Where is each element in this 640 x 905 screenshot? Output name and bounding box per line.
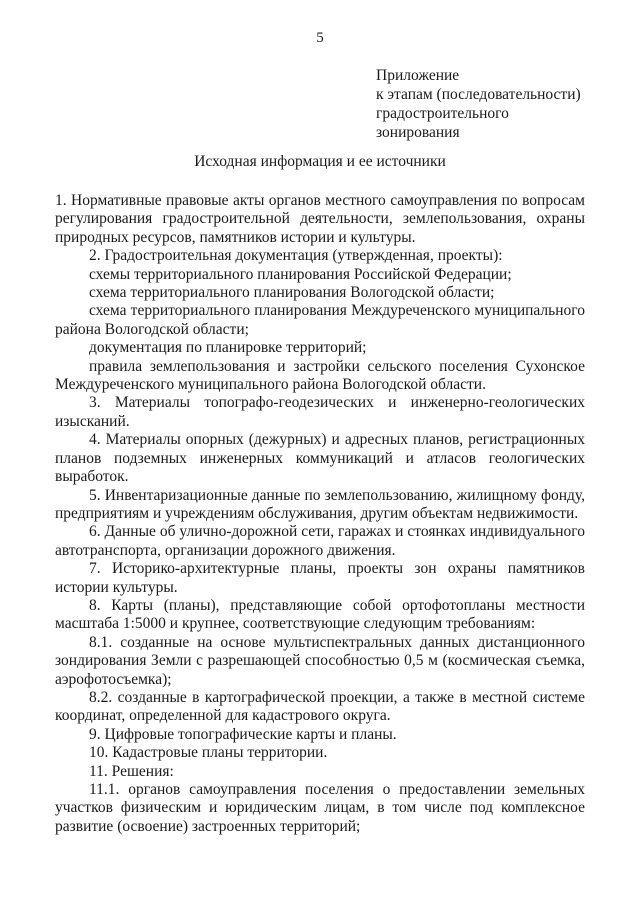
paragraph-3: 3. Материалы топографо-геодезических и инженерно-геологических изысканий. [55, 394, 585, 430]
paragraph-10: 10. Кадастровые планы территории. [89, 744, 328, 762]
paragraph-8: 8. Карты (планы), представляющие собой ортофотопланы местности масштаба 1:5000 и крупнее, соответствующие следующим требованиям: [55, 596, 585, 633]
paragraph-2-item: схема территориального планирования Междуреченского муниципального района Вологодской области; [55, 302, 585, 338]
paragraph-8-2: 8.2. созданные в картографической проекции, а также в местной системе координат, определенной для кадастрового округа. [55, 688, 585, 725]
paragraph-2-item: схемы территориального планирования Российской Федерации; [89, 265, 512, 283]
appendix-line: к этапам (последовательности) [376, 86, 581, 103]
appendix-line: градостроительного [376, 105, 509, 122]
paragraph-8-1: 8.1. созданные на основе мультиспектральных данных дистанционного зондирования Земли с разрешающей способностью 0,5 м (космическая съемка, аэрофотосъемка); [55, 633, 585, 688]
paragraph-1: 1. Нормативные правовые акты органов местного самоуправления по вопросам регулирования градостроительной деятельности, землепользования, охраны природных ресурсов, памятников истории и культуры. [55, 192, 585, 246]
paragraph-2-item: правила землепользования и застройки сельского поселения Сухонское Междуреченского муниципального района Вологодской области. [55, 357, 585, 394]
paragraph-4: 4. Материалы опорных (дежурных) и адресных планов, регистрационных планов подземных инженерных коммуникаций и атласов геологических выработок. [55, 431, 585, 486]
paragraph-9: 9. Цифровые топографические карты и планы. [89, 725, 397, 743]
page-number: 5 [316, 30, 324, 46]
paragraph-11-1: 11.1. органов самоуправления поселения о предоставлении земельных участков физическим и юридическим лицам, в том числе под комплексное развитие (освоение) застроенных территорий; [55, 781, 585, 835]
paragraph-2-item: документация по планировке территорий; [89, 339, 367, 357]
document-body [55, 192, 585, 836]
appendix-line: Приложение [376, 67, 460, 84]
appendix-block [376, 66, 626, 142]
paragraph-5: 5. Инвентаризационные данные по землепользованию, жилищному фонду, предприятиям и учреждениям обслуживания, другим объектам недвижимости. [55, 486, 585, 522]
paragraph-11: 11. Решения: [89, 762, 174, 780]
paragraph-2-item: схема территориального планирования Вологодской области; [89, 284, 495, 302]
document-title: Исходная информация и ее источники [194, 153, 446, 170]
paragraph-7: 7. Историко-архитектурные планы, проекты зон охраны памятников истории культуры. [55, 560, 585, 596]
appendix-line: зонирования [376, 124, 460, 141]
paragraph-6: 6. Данные об улично-дорожной сети, гаражах и стоянках индивидуального автотранспорта, организации дорожного движения. [55, 523, 585, 559]
paragraph-2: 2. Градостроительная документация (утвержденная, проекты): [89, 247, 503, 265]
